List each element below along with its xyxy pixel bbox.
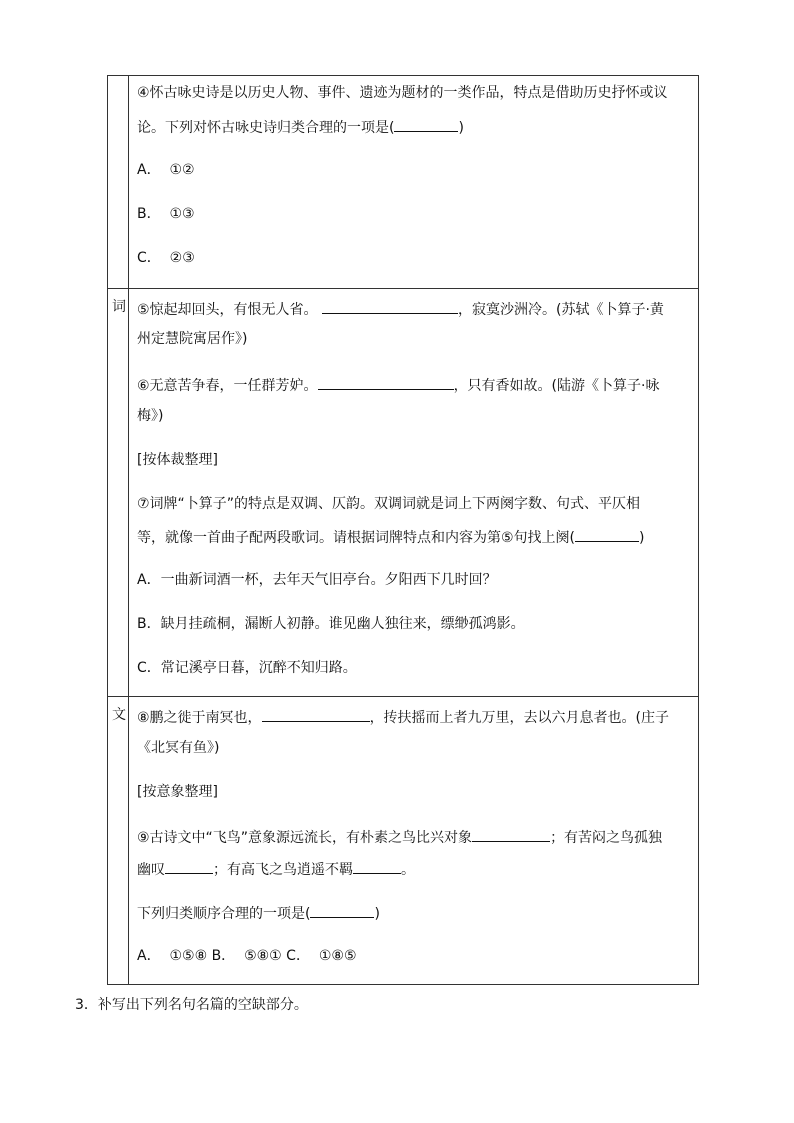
- answer-blank[interactable]: [165, 859, 213, 874]
- answer-blank[interactable]: [318, 375, 454, 390]
- question-3-prompt: 3．补写出下列名句名篇的空缺部分。: [75, 997, 308, 1013]
- text-line: 《北冥有鱼》): [137, 740, 220, 756]
- options-line[interactable]: A． ①⑤⑧ B． ⑤⑧① C． ①⑧⑤: [137, 948, 357, 964]
- answer-blank[interactable]: [262, 707, 370, 722]
- answer-blank[interactable]: [322, 299, 458, 314]
- column-divider: [128, 289, 129, 696]
- column-divider: [128, 76, 129, 288]
- text-line: ⑨古诗文中“飞鸟”意象源远流长，有朴素之鸟比兴对象 ；有苦闷之鸟孤独: [137, 827, 662, 847]
- text-line: 论。下列对怀古咏史诗归类合理的一项是( ): [137, 117, 464, 137]
- answer-blank[interactable]: [394, 117, 458, 132]
- option-b[interactable]: B．缺月挂疏桐，漏断人初静。谁见幽人独往来，缥缈孤鸿影。: [137, 616, 525, 632]
- text-line: ⑤惊起却回头，有恨无人省。 ，寂寞沙洲冷。(苏轼《卜算子·黄: [137, 299, 664, 319]
- text-line: 下列归类顺序合理的一项是( ): [137, 903, 380, 923]
- text-line: ⑦词牌“卜算子”的特点是双调、仄韵。双调词就是词上下两阕字数、句式、平仄相: [137, 496, 641, 512]
- answer-blank[interactable]: [353, 859, 401, 874]
- column-divider: [128, 697, 129, 984]
- text-line: ⑥无意苦争春，一任群芳妒。 ，只有香如故。(陆游《卜算子·咏: [137, 375, 659, 395]
- answer-blank[interactable]: [310, 903, 374, 918]
- text-line: ⑧鹏之徙于南冥也， ，抟扶摇而上者九万里，去以六月息者也。(庄子: [137, 707, 669, 727]
- option-a[interactable]: A．一曲新词酒一杯，去年天气旧亭台。夕阳西下几时回？: [137, 572, 497, 588]
- option-a[interactable]: A． ①②: [137, 162, 195, 178]
- text-line: 梅》): [137, 408, 164, 424]
- option-b[interactable]: B． ①③: [137, 206, 195, 222]
- section-heading: [按体裁整理]: [137, 452, 218, 468]
- text-line: 州定慧院寓居作》): [137, 331, 248, 347]
- text-line: ④怀古咏史诗是以历史人物、事件、遗迹为题材的一类作品，特点是借助历史抒怀或议: [137, 85, 668, 101]
- row-label-wen: 文: [112, 707, 126, 723]
- section-heading: [按意象整理]: [137, 784, 218, 800]
- table-row-1: [108, 76, 698, 288]
- answer-blank[interactable]: [575, 527, 639, 542]
- option-c[interactable]: C．常记溪亭日暮，沉醉不知归路。: [137, 660, 357, 676]
- text-line: 等，就像一首曲子配两段歌词。请根据词牌特点和内容为第⑤句找上阕( ): [137, 527, 644, 547]
- row-label-ci: 词: [112, 299, 126, 315]
- table-row-2: [108, 288, 698, 696]
- answer-blank[interactable]: [472, 827, 550, 842]
- table-row-3: [108, 696, 698, 984]
- option-c[interactable]: C． ②③: [137, 250, 195, 266]
- question-table: [107, 75, 699, 985]
- text-line: 幽叹 ；有高飞之鸟逍遥不羁 。: [137, 859, 415, 879]
